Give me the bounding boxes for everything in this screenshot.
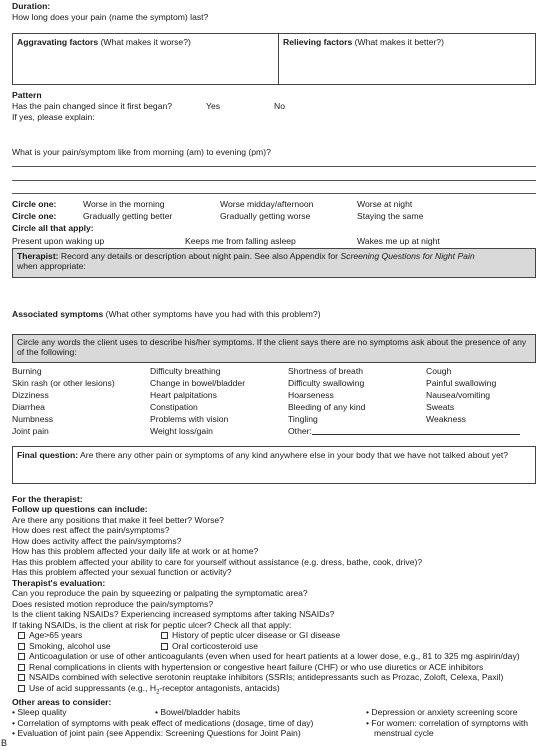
pattern-no-option[interactable]: No: [274, 101, 285, 111]
followup-item: How does rest affect the pain/symptoms?: [12, 525, 170, 536]
followup-item: How does activity affect the pain/symptoms?: [12, 535, 182, 546]
option-present-waking[interactable]: Present upon waking up: [12, 236, 105, 246]
symptom-item[interactable]: Numbness: [12, 414, 54, 424]
therapist-night-pain-box: [12, 248, 536, 278]
circle-row-2: [12, 211, 536, 222]
relieving-cell[interactable]: [283, 37, 444, 47]
final-question-label: Final question:: [17, 450, 79, 460]
circle-one-label: Circle one:: [12, 211, 57, 221]
check-anticoagulation: Anticoagulation or use of other anticoagulants (even when used for heart patients at a lower dose, e.g., 81 to 325 mg aspirin/day): [29, 651, 520, 662]
check-acid-suppressants: Use of acid suppressants (e.g., $H_2$-receptor antagonists, antacids): [29, 682, 280, 696]
symptom-item[interactable]: Sweats: [426, 402, 455, 412]
other-areas-heading: Other areas to consider:: [12, 696, 112, 707]
other-area-item: • For women: correlation of symptoms with: [366, 717, 529, 728]
check-ulcer-history: History of peptic ulcer disease or GI disease: [172, 630, 341, 641]
symptom-item[interactable]: Heart palpitations: [150, 390, 217, 400]
check-smoking: Smoking, alcohol use: [29, 640, 111, 651]
check-corticosteroid: Oral corticosteroid use: [172, 640, 258, 651]
am-pm-question: What is your pain/symptom like from morning (am) to evening (pm)?: [12, 147, 271, 157]
aggravating-cell[interactable]: [13, 34, 279, 84]
checkbox[interactable]: [18, 632, 25, 639]
check-ssri: NSAIDs combined with selective serotonin reuptake inhibitors (SSRIs; antidepressants such as Prozac, Zoloft, Celexa, Paxil): [29, 672, 504, 683]
checkbox[interactable]: [18, 664, 25, 671]
other-area-item: • Bowel/bladder habits: [155, 707, 241, 718]
checkbox[interactable]: [18, 674, 25, 681]
night-pain-appendix-ref: Screening Questions for Night Pain: [340, 251, 475, 261]
for-therapist-section: [12, 494, 536, 739]
page-marker: B: [1, 738, 8, 748]
other-area-item: • Correlation of symptoms with peak effect of medications (dosage, time of day): [12, 717, 314, 728]
relieving-hint: (What makes it better?): [352, 37, 444, 47]
evaluation-item: Is the client taking NSAIDs? Experiencing increased symptoms after taking NSAIDs?: [12, 609, 335, 620]
followup-item: Has this problem affected your sexual function or activity?: [12, 567, 232, 578]
symptom-item[interactable]: Painful swallowing: [426, 378, 497, 388]
option-worse-morning[interactable]: Worse in the morning: [83, 199, 165, 209]
therapist-label: Therapist:: [17, 251, 59, 261]
checkbox-row: [18, 641, 536, 652]
checkbox[interactable]: [18, 643, 25, 650]
check-renal: Renal complications in clients with hypertension or congestive heart failure (CHF) or who use diuretics or ACE inhibitors: [29, 661, 484, 672]
option-keeps-awake[interactable]: Keeps me from falling asleep: [185, 236, 296, 246]
circle-all-row: [12, 236, 536, 247]
relieving-label: Relieving factors: [283, 37, 353, 47]
pattern-changed-question: Has the pain changed since it first began?: [12, 101, 173, 111]
checkbox[interactable]: [161, 643, 168, 650]
symptom-item[interactable]: Skin rash (or other lesions): [12, 378, 115, 388]
followup-item: How has this problem affected your daily life at work or at home?: [12, 546, 259, 557]
answer-line-1: [12, 166, 536, 167]
evaluation-heading: Therapist's evaluation:: [12, 577, 106, 588]
symptom-item[interactable]: Tingling: [288, 414, 318, 424]
symptom-item[interactable]: Change in bowel/bladder: [150, 378, 246, 388]
pattern-explain: If yes, please explain:: [12, 112, 95, 122]
pattern-yes-option[interactable]: Yes: [206, 101, 221, 111]
symptom-item[interactable]: Difficulty breathing: [150, 366, 221, 376]
symptoms-grid: [12, 366, 536, 446]
evaluation-item: If taking NSAIDs, is the client at risk for peptic ulcer? Check all that apply:: [12, 619, 292, 630]
therapist-night-text-2: when appropriate:: [17, 261, 86, 272]
final-question-box: [12, 446, 536, 484]
associated-instruction: Circle any words the client uses to describe his/her symptoms. If the client says there are no symptoms ask about the presence of any of the following:: [17, 337, 527, 358]
aggravating-label: Aggravating factors: [17, 37, 99, 47]
pattern-heading: Pattern: [12, 90, 42, 100]
option-worse-night[interactable]: Worse at night: [357, 199, 413, 209]
aggravating-hint: (What makes it worse?): [98, 37, 191, 47]
other-areas-row: [12, 718, 536, 729]
other-area-item: • Depression or anxiety screening score: [366, 707, 518, 718]
therapist-night-text: Record any details or description about night pain. See also Appendix for: [58, 251, 341, 261]
other-symptom-blank[interactable]: [312, 428, 520, 435]
other-area-item: menstrual cycle: [374, 728, 434, 739]
checkbox-row: [18, 651, 536, 661]
symptom-item[interactable]: Dizziness: [12, 390, 49, 400]
circle-row-1: [12, 199, 536, 210]
other-area-item: • Evaluation of joint pain (see Appendix: Screening Questions for Joint Pain): [12, 728, 301, 739]
factors-box: [12, 33, 536, 85]
followup-heading: Follow up questions can include:: [12, 504, 148, 515]
checkbox-row: [18, 662, 536, 672]
circle-all-label: Circle all that apply:: [12, 223, 94, 233]
other-area-item: • Sleep quality: [12, 707, 67, 718]
for-therapist-heading: For the therapist:: [12, 494, 83, 504]
checkbox-row: [18, 630, 536, 641]
answer-line-3: [12, 193, 536, 194]
other-areas-row: [12, 728, 536, 739]
symptom-item[interactable]: Hoarseness: [288, 390, 334, 400]
symptom-item[interactable]: Problems with vision: [150, 414, 229, 424]
symptom-item[interactable]: Constipation: [150, 402, 198, 412]
associated-label: Associated symptoms: [12, 309, 104, 319]
symptom-item[interactable]: Nausea/vomiting: [426, 390, 491, 400]
option-wakes-me[interactable]: Wakes me up at night: [357, 236, 440, 246]
followup-item: Are there any positions that make it feel better? Worse?: [12, 514, 224, 525]
symptom-item[interactable]: Bleeding of any kind: [288, 402, 366, 412]
option-worse-midday[interactable]: Worse midday/afternoon: [220, 199, 314, 209]
associated-instruction-box: [12, 334, 536, 363]
symptom-item[interactable]: Difficulty swallowing: [288, 378, 365, 388]
symptom-other: [288, 426, 520, 436]
duration-question: How long does your pain (name the symptom) last?: [12, 12, 209, 22]
symptom-item[interactable]: Weakness: [426, 414, 466, 424]
option-getting-worse[interactable]: Gradually getting worse: [220, 211, 311, 221]
circle-one-label: Circle one:: [12, 199, 57, 209]
symptom-other-label: Other:: [288, 426, 312, 436]
checkbox-row: [18, 672, 536, 682]
duration-label: Duration:: [12, 1, 51, 11]
answer-line-2: [12, 180, 536, 181]
associated-hint: (What other symptoms have you had with this problem?): [103, 309, 321, 319]
checkbox[interactable]: [18, 685, 25, 692]
checkbox-row: [18, 683, 536, 697]
symptom-item[interactable]: Joint pain: [12, 426, 49, 436]
final-question-text: Are there any other pain or symptoms of any kind anywhere else in your body that we have not talked about yet?: [78, 450, 509, 460]
symptom-item[interactable]: Diarrhea: [12, 402, 45, 412]
symptom-item[interactable]: Weight loss/gain: [150, 426, 213, 436]
checkbox[interactable]: [161, 632, 168, 639]
option-getting-better[interactable]: Gradually getting better: [83, 211, 173, 221]
associated-heading: [12, 309, 321, 319]
evaluation-item: Does resisted motion reproduce the pain/symptoms?: [12, 598, 214, 609]
symptom-item[interactable]: Shortness of breath: [288, 366, 364, 376]
symptom-item[interactable]: Burning: [12, 366, 42, 376]
evaluation-item: Can you reproduce the pain by squeezing or palpating the symptomatic area?: [12, 588, 308, 599]
check-age: Age>65 years: [29, 630, 83, 641]
other-areas-row: [12, 707, 536, 718]
symptom-item[interactable]: Cough: [426, 366, 452, 376]
option-staying-same[interactable]: Staying the same: [357, 211, 424, 221]
checkbox[interactable]: [18, 653, 25, 660]
followup-item: Has this problem affected your ability to care for yourself without assistance (e.g. dress, bathe, cook, drive)?: [12, 556, 423, 567]
